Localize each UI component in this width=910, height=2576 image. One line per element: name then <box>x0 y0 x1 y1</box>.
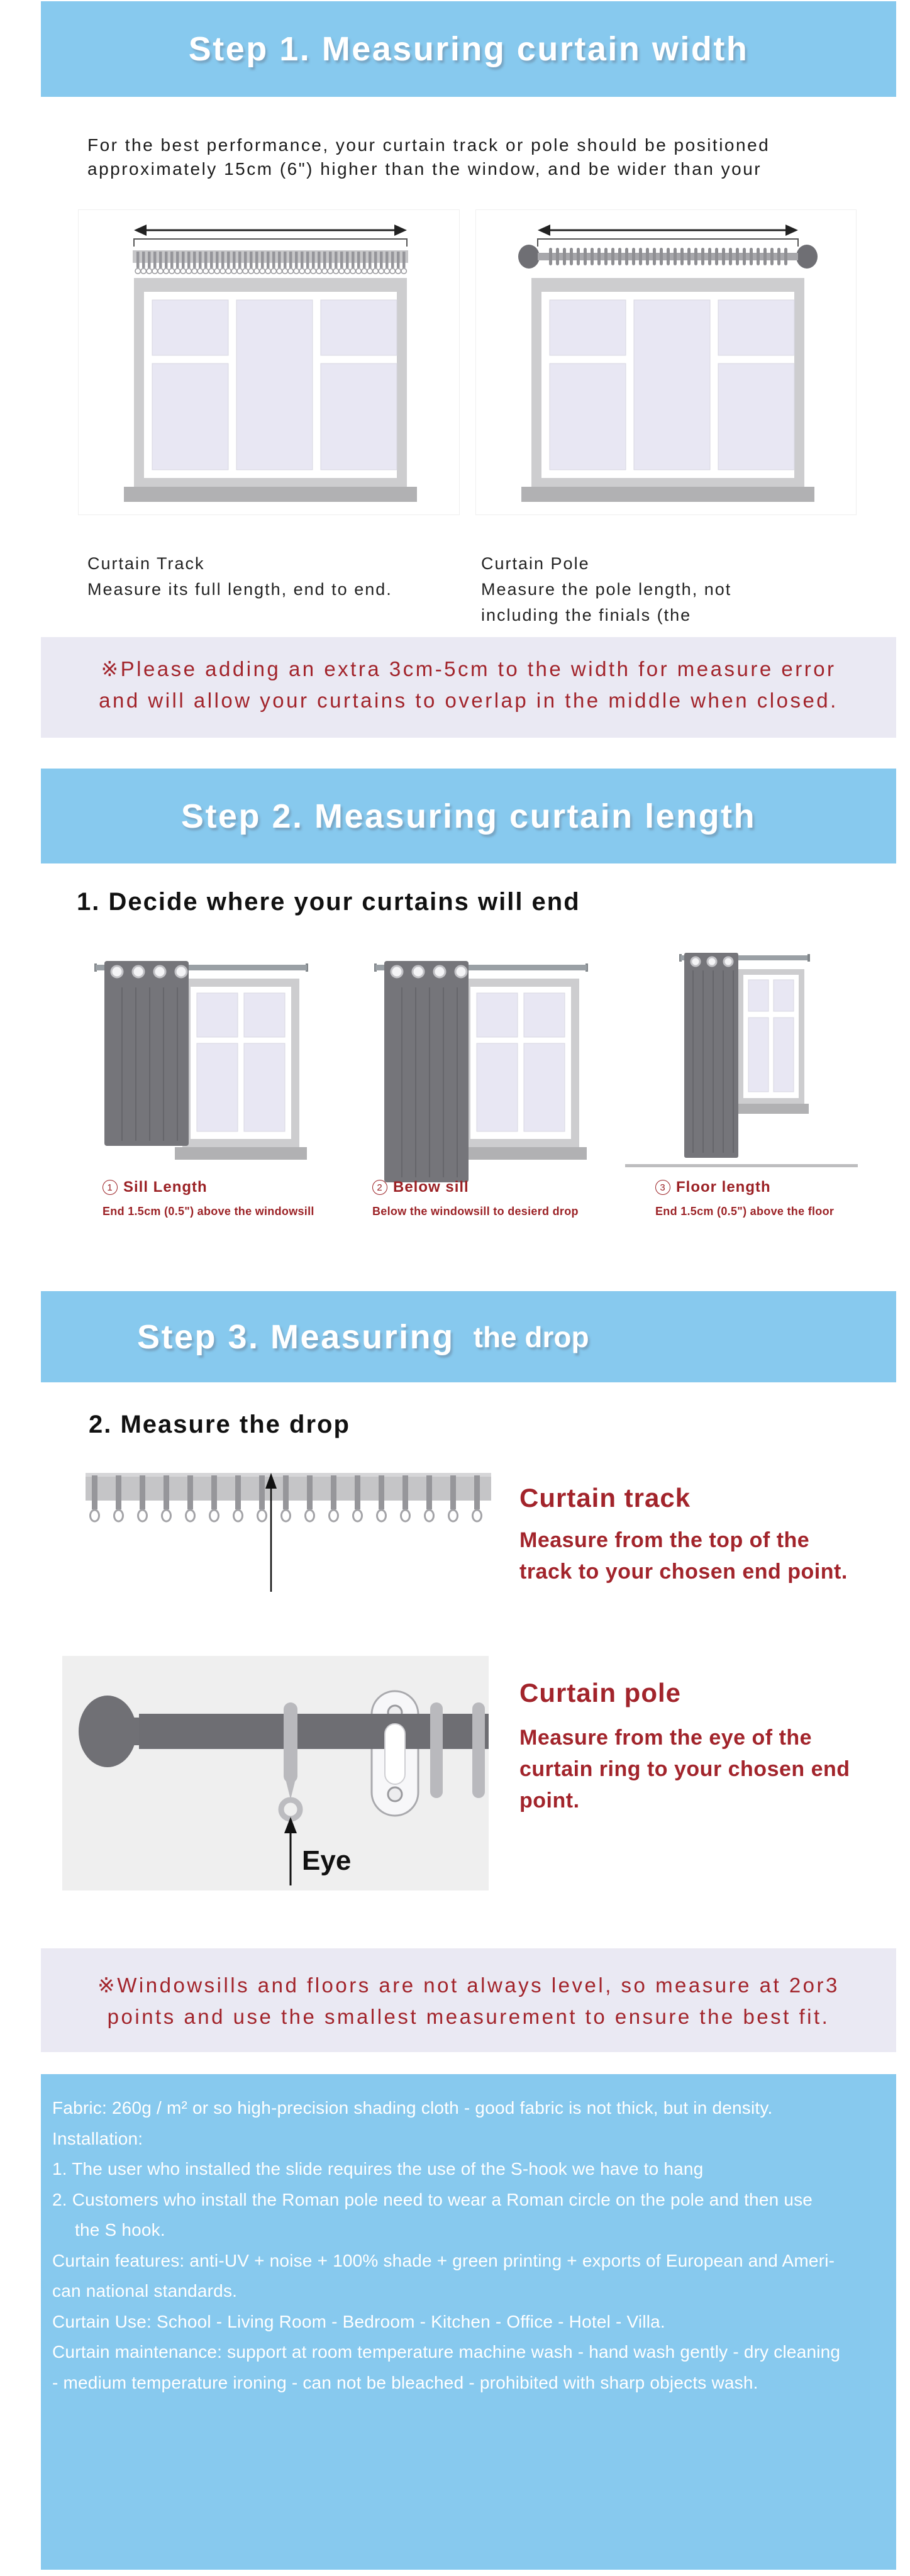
pole-drop-line: point. <box>519 1789 580 1813</box>
step1-banner <box>41 1 896 97</box>
circled-number-icon: 2 <box>372 1180 387 1195</box>
curtain-pole-drop-drawing <box>62 1656 489 1890</box>
drop-note-line1: ※Windowsills and floors are not always level, so measure at 2or3 <box>97 1974 840 1997</box>
pole-caption <box>481 551 731 628</box>
info-lines <box>52 2093 884 2398</box>
product-info-panel <box>41 2074 896 2570</box>
curtain-ring <box>472 1702 485 1798</box>
floor-length-drawing <box>623 940 862 1179</box>
drop-note <box>41 1948 896 2052</box>
pole-caption-line: including the finials (the <box>481 606 692 625</box>
step2-heading: 1. Decide where your curtains will end <box>77 888 580 916</box>
pole-rings <box>549 248 787 265</box>
step3-banner-title: Step 3. Measuring <box>137 1318 455 1356</box>
curtain-panel <box>384 961 469 1182</box>
option-title <box>103 1179 314 1196</box>
curtain-track-drop-drawing <box>86 1469 491 1599</box>
step2-banner-title: Step 2. Measuring curtain length <box>180 797 757 835</box>
window-sill <box>733 1104 809 1114</box>
option-title-text: Floor length <box>676 1179 771 1196</box>
info-line: Curtain features: anti-UV + noise + 100% shade + green printing + exports of European and Ameri- <box>52 2250 835 2270</box>
window-panes <box>550 300 794 470</box>
info-line: 2. Customers who install the Roman pole need to wear a Roman circle on the pole and then use <box>52 2189 813 2209</box>
pole-drop-line: Measure from the eye of the <box>519 1726 813 1750</box>
window-sill <box>124 487 417 502</box>
option-title <box>372 1179 579 1196</box>
track-caption-title: Curtain Track <box>87 554 205 573</box>
step3-banner <box>41 1291 896 1382</box>
circled-number-icon: 1 <box>103 1180 118 1195</box>
curtain-track-illustration <box>78 209 460 515</box>
step1-intro <box>87 133 880 181</box>
option-title <box>655 1179 834 1196</box>
track-caption <box>87 551 392 602</box>
track-window-drawing <box>79 210 459 514</box>
floor-line <box>625 1164 858 1167</box>
arrow-right-icon <box>785 225 798 236</box>
info-line: - medium temperature ironing - can not be bleached - prohibited with sharp objects wash. <box>52 2372 758 2392</box>
intro-line2: approximately 15cm (6") higher than the window, and be wider than your <box>87 159 762 179</box>
width-note-line2: and will allow your curtains to overlap in the middle when closed. <box>99 689 838 712</box>
bracket-slot <box>385 1724 405 1784</box>
window-panes <box>152 300 397 470</box>
info-line: Curtain Use: School - Living Room - Bedroom - Kitchen - Office - Hotel - Villa. <box>52 2311 665 2331</box>
pole-drop-title: Curtain pole <box>519 1678 682 1707</box>
pole-drop-body <box>519 1722 850 1816</box>
circled-number-icon: 3 <box>655 1180 670 1195</box>
option-title-text: Sill Length <box>123 1179 208 1196</box>
info-line: Installation: <box>52 2128 143 2148</box>
window-sill <box>175 1147 307 1160</box>
track-drop-line: track to your chosen end point. <box>519 1560 848 1584</box>
option-below-sill <box>372 1179 579 1218</box>
arrow-left-icon <box>538 225 550 236</box>
step3-banner-subtitle: the drop <box>473 1320 589 1353</box>
curtain-ring <box>430 1702 443 1798</box>
option-title-text: Below sill <box>393 1179 469 1196</box>
curtain-ring <box>284 1702 297 1783</box>
track-drop-title: Curtain track <box>519 1483 691 1513</box>
option-desc: End 1.5cm (0.5") above the floor <box>655 1205 835 1218</box>
pole-finial-right <box>796 245 818 269</box>
info-line: 1. The user who installed the slide requires the use of the S-hook we have to hang <box>52 2159 704 2179</box>
track-bar <box>133 250 408 263</box>
curtain-pole-illustration <box>475 209 857 515</box>
arrow-right-icon <box>394 225 407 236</box>
intro-line1: For the best performance, your curtain track or pole should be positioned <box>87 135 770 155</box>
option-floor-length <box>655 1179 834 1218</box>
step3-heading: 2. Measure the drop <box>89 1411 350 1438</box>
width-note <box>41 637 896 738</box>
pole-finial <box>79 1696 136 1767</box>
track-drop-line: Measure from the top of the <box>519 1528 810 1552</box>
info-line: Fabric: 260g / m² or so high-precision shading cloth - good fabric is not thick, but in density. <box>52 2098 773 2118</box>
info-line: Curtain maintenance: support at room temperature machine wash - hand wash gently - dry cleaning <box>52 2342 841 2362</box>
pole-window-drawing <box>476 210 856 514</box>
track-drop-body <box>519 1524 848 1587</box>
pole-caption-line: Measure the pole length, not <box>481 580 732 599</box>
curtain-pole-drop-box <box>62 1656 489 1890</box>
option-desc: End 1.5cm (0.5") above the windowsill <box>103 1205 314 1218</box>
step2-banner <box>41 769 896 863</box>
drop-note-line2: points and use the smallest measurement to ensure the best fit. <box>107 2005 830 2028</box>
curtain-panel <box>684 953 738 1158</box>
below-sill-drawing <box>374 943 588 1195</box>
step1-banner-title: Step 1. Measuring curtain width <box>188 30 749 68</box>
window-sill <box>521 487 814 502</box>
pole-finial-left <box>518 245 540 269</box>
ring-eye <box>281 1800 300 1819</box>
window-sill <box>455 1147 587 1160</box>
option-sill-length <box>103 1179 314 1218</box>
track-caption-line: Measure its full length, end to end. <box>87 580 392 599</box>
measure-bracket <box>134 239 407 247</box>
curtain-panel <box>104 961 189 1146</box>
info-line: the S hook. <box>75 2220 165 2240</box>
eye-label: Eye <box>302 1845 352 1876</box>
pole-caption-title: Curtain Pole <box>481 554 590 573</box>
sill-length-drawing <box>94 943 308 1176</box>
width-note-line1: ※Please adding an extra 3cm-5cm to the width for measure error <box>101 657 836 680</box>
arrow-left-icon <box>134 225 147 236</box>
measure-bracket <box>538 239 798 247</box>
pole-drop-line: curtain ring to your chosen end <box>519 1757 850 1781</box>
bracket-screw <box>388 1787 402 1801</box>
option-desc: Below the windowsill to desierd drop <box>372 1205 579 1218</box>
grommets <box>691 957 733 966</box>
info-line: can national standards. <box>52 2281 238 2301</box>
